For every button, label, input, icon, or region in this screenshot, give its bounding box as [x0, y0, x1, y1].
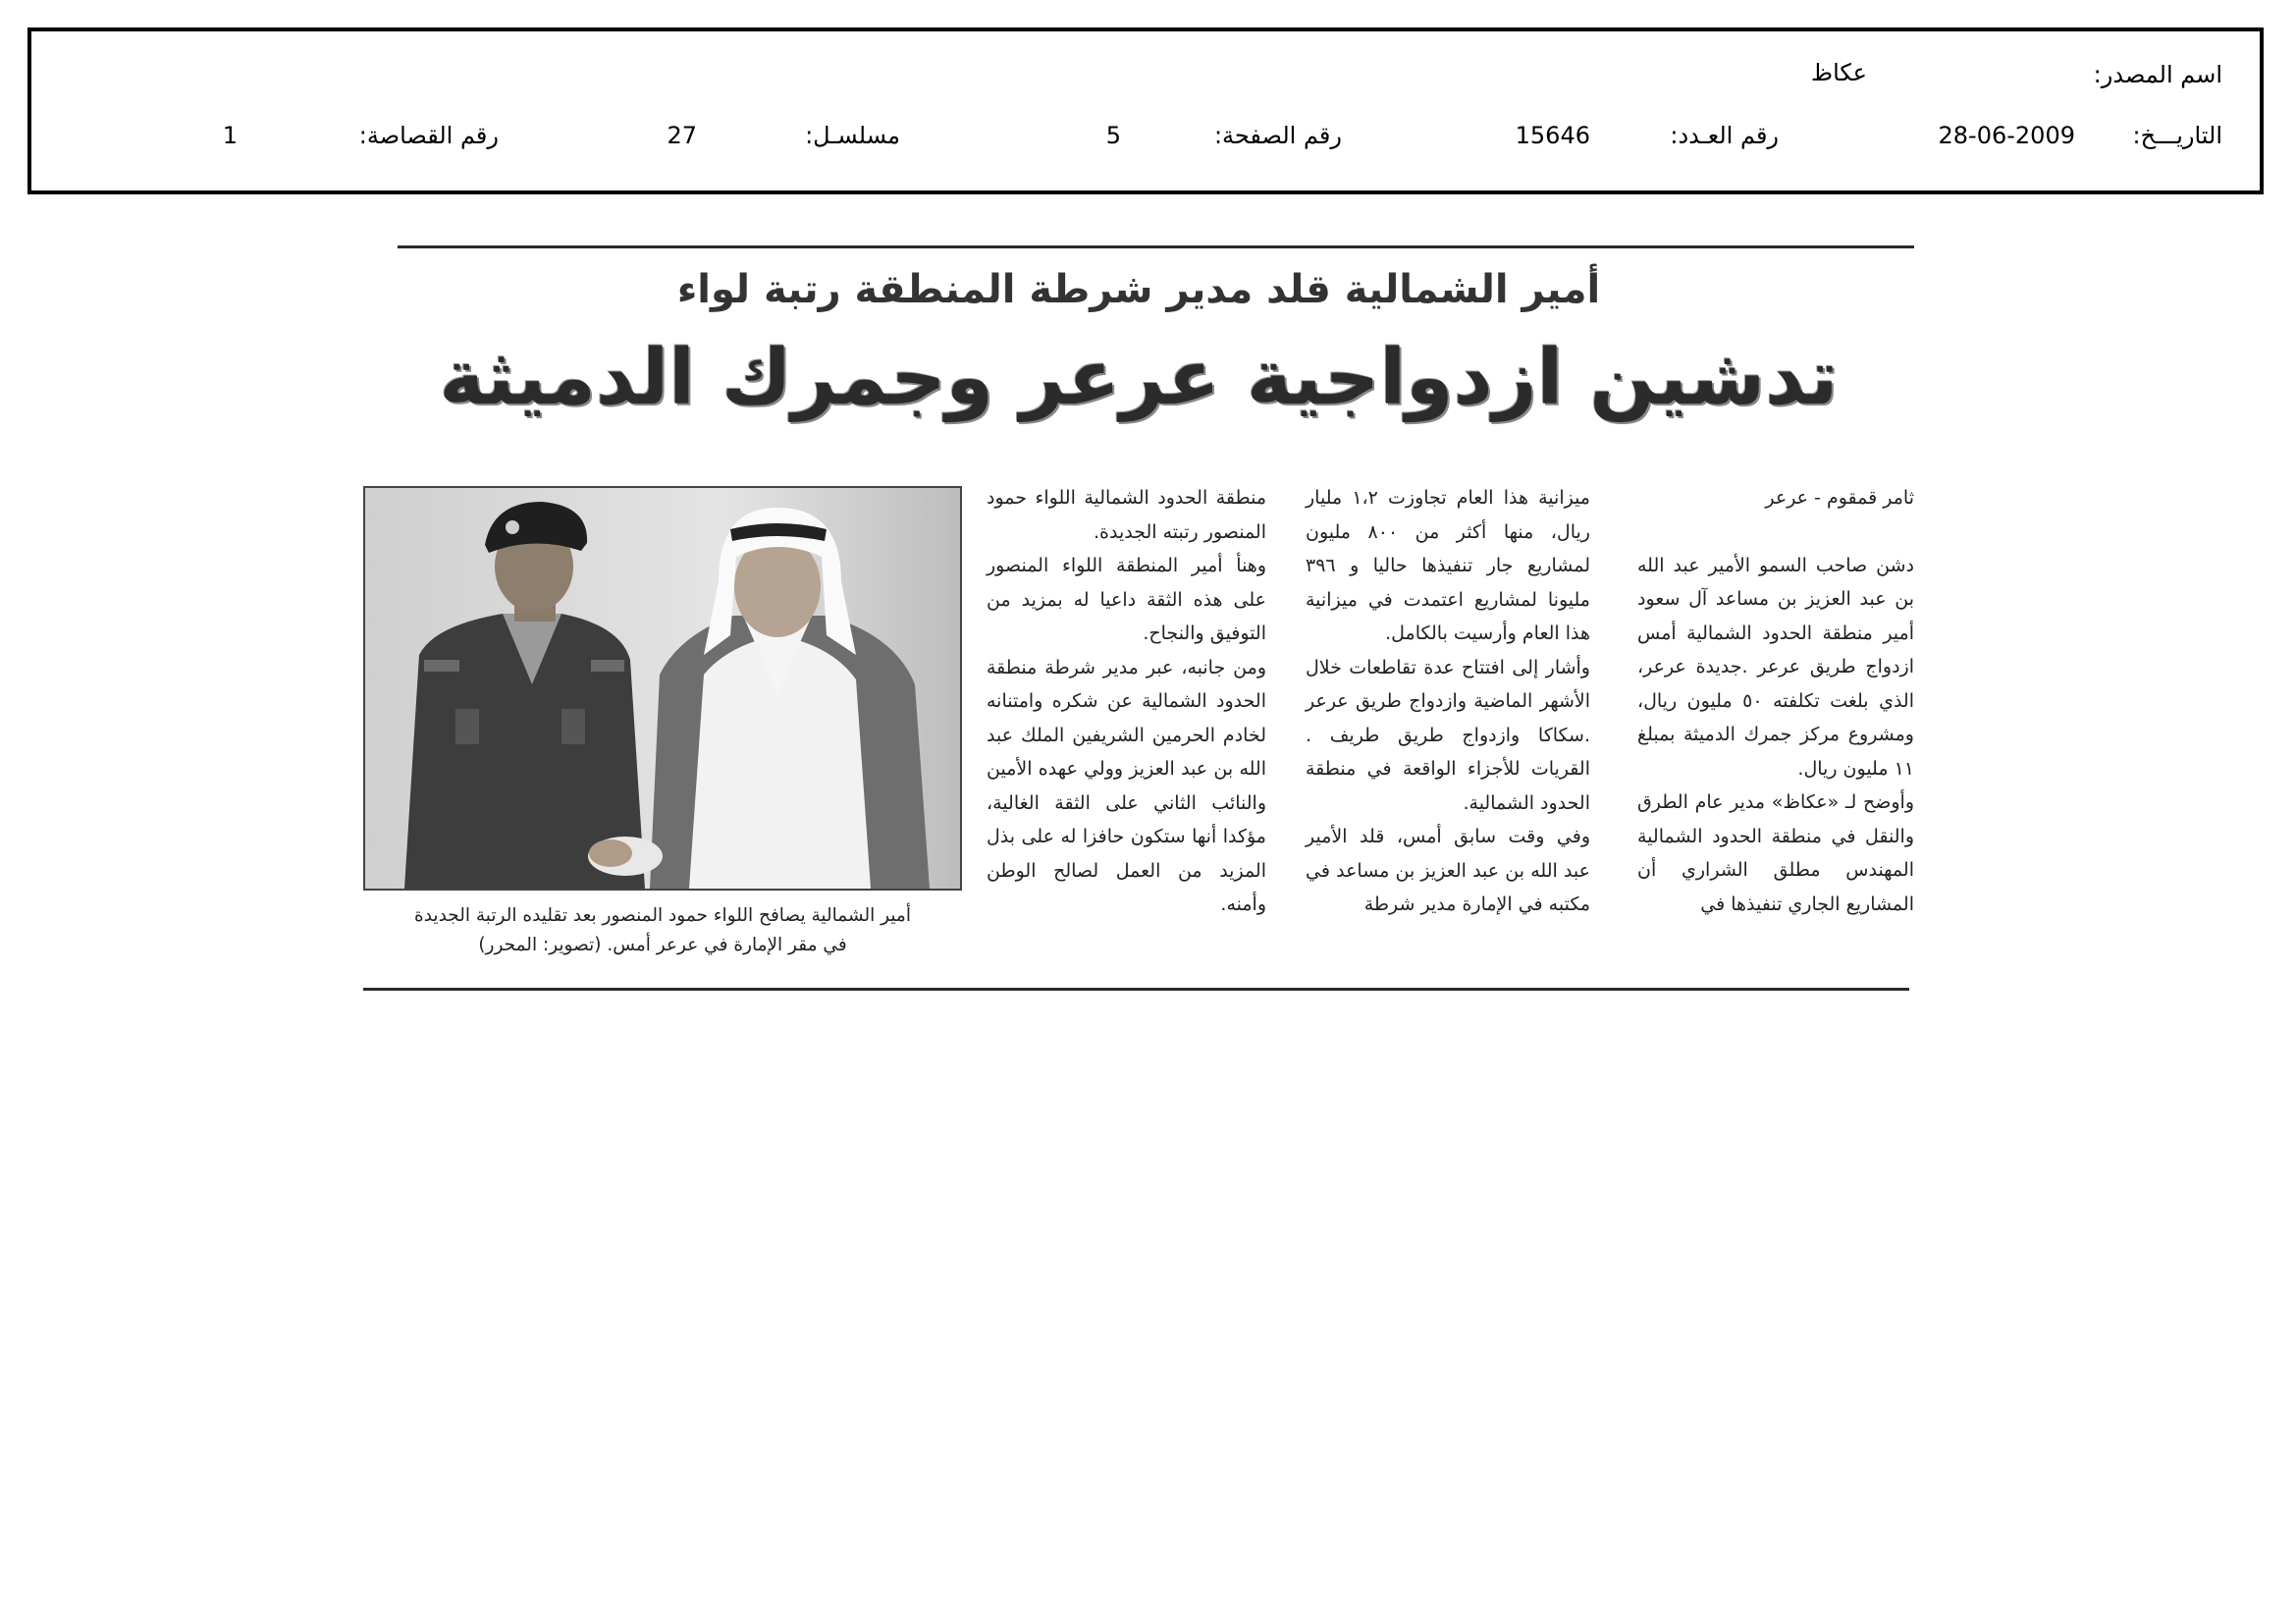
article-column-2: [1306, 481, 1590, 922]
date-label: التاريـــخ:: [2132, 122, 2222, 149]
page-label: رقم الصفحة:: [1213, 122, 1342, 149]
source-label: اسم المصدر:: [2093, 61, 2222, 88]
photo-caption: [363, 901, 962, 960]
article-byline: ثامر قمقوم - عرعر: [1765, 487, 1914, 509]
column-3-paragraph-1: منطقة الحدود الشمالية اللواء حمود المنصور رتبته الجديدة.: [987, 487, 1266, 543]
clipping-header-box: [27, 27, 2264, 194]
article-headline: تدشين ازدواجية عرعر وجمرك الدميثة: [439, 334, 1839, 422]
article-column-1: [1637, 481, 1914, 921]
article-column-3: [987, 481, 1266, 922]
column-2-paragraph-3: وفي وقت سابق أمس، قلد الأمير عبد الله بن عبد العزيز بن مساعد في مكتبه في الإمارة مدير شرطة: [1306, 826, 1590, 915]
article-photo: [363, 486, 962, 891]
clip-label: رقم القصاصة:: [358, 122, 499, 149]
date-value: 28-06-2009: [1938, 122, 2075, 149]
clip-value: 1: [222, 122, 238, 149]
column-2-paragraph-1: ميزانية هذا العام تجاوزت ١،٢ مليار ريال، منها أكثر من ٨٠٠ مليون لمشاريع جار تنفيذها حاليا و ٣٩٦ مليونا لمشاريع اعتمدت في ميزانية هذا العام وأرسيت بالكامل.: [1306, 487, 1590, 644]
page-value: 5: [1105, 122, 1121, 149]
article-kicker: أمير الشمالية قلد مدير شرطة المنطقة رتبة لواء: [676, 267, 1601, 312]
source-value: عكاظ: [1810, 59, 1867, 86]
column-1-paragraph-1: دشن صاحب السمو الأمير عبد الله بن عبد العزيز بن مساعد آل سعود أمير منطقة الحدود الشمالية أمس ازدواج طريق عرعر .جديدة عرعر، الذي بلغت تكلفته ٥٠ مليون ريال، ومشروع مركز جمرك الدميثة بمبلغ ١١ مليون ريال.: [1637, 554, 1914, 780]
column-2-paragraph-2: وأشار إلى افتتاح عدة تقاطعات خلال الأشهر الماضية وازدواج طريق عرعر .سكاكا وازدواج طريق طريف . القريات للأجزاء الواقعة في منطقة الحدود الشمالية.: [1306, 656, 1590, 814]
caption-line-1: أمير الشمالية يصافح اللواء حمود المنصور بعد تقليده الرتبة الجديدة: [414, 905, 911, 926]
column-3-paragraph-2: وهنأ أمير المنطقة اللواء المنصور على هذه الثقة داعيا له بمزيد من التوفيق والنجاح.: [987, 555, 1266, 644]
newspaper-clipping: [363, 245, 1914, 1001]
caption-line-2: في مقر الإمارة في عرعر أمس. (تصوير: المحرر): [478, 935, 847, 955]
issue-value: 15646: [1515, 122, 1590, 149]
serial-label: مسلسـل:: [805, 122, 900, 149]
issue-label: رقم العـدد:: [1670, 122, 1779, 149]
column-1-paragraph-2: وأوضح لـ «عكاظ» مدير عام الطرق والنقل في منطقة الحدود الشمالية المهندس مطلق الشراري أن المشاريع الجاري تنفيذها في: [1637, 791, 1914, 915]
handshake-icon: [588, 837, 663, 876]
top-rule: [398, 245, 1914, 248]
bottom-rule: [363, 988, 1909, 991]
column-3-paragraph-3: ومن جانبه، عبر مدير شرطة منطقة الحدود الشمالية عن شكره وامتنانه لخادم الحرمين الشريفين الملك عبد الله بن عبد العزيز وولي عهده الأمين والنائب الثاني على الثقة الغالية، مؤكدا أنها ستكون حافزا له على بذل المزيد من العمل لصالح الوطن وأمنه.: [987, 656, 1266, 915]
serial-value: 27: [667, 122, 697, 149]
